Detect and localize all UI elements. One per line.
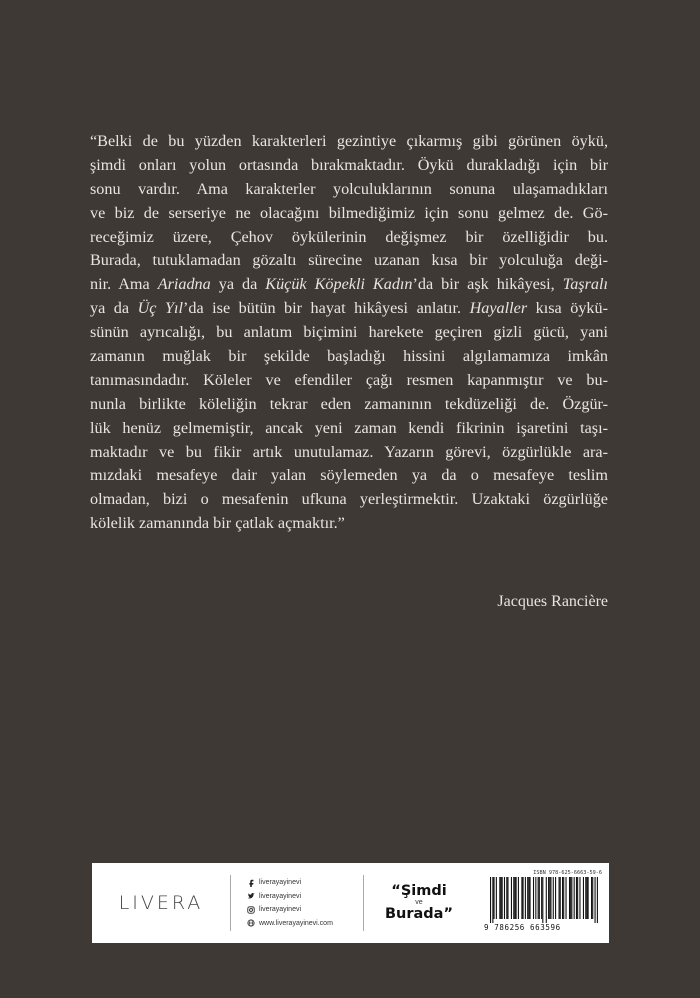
quote-text-run: ve biz de serseriye ne olacağını bilmediğimiz için sonu gelmez de. Gö- xyxy=(90,203,608,222)
barcode-bar xyxy=(529,877,530,919)
barcode-bar xyxy=(597,877,598,923)
quote-line xyxy=(90,130,608,154)
quote-line xyxy=(90,202,608,226)
barcode-bar xyxy=(560,877,561,919)
barcode-bar xyxy=(490,877,491,923)
book-title-line3: Burada” xyxy=(384,906,453,922)
barcode-bar xyxy=(555,877,556,919)
barcode-bar xyxy=(525,877,526,919)
book-title-line1: “Şimdi xyxy=(391,883,447,899)
quote-text-run: kısa öykü- xyxy=(527,299,609,318)
quote-text-run: mızdaki mesafeye dair yalan söylemeden ya da o mesafeye teslim xyxy=(90,466,608,485)
italic-title: Üç Yıl xyxy=(137,299,183,318)
barcode-bar xyxy=(550,877,551,919)
barcode-bar xyxy=(513,877,514,919)
quote-text-run: zamanın muğlak bir şekilde başladığı hissini algılamamıza imkân xyxy=(90,347,608,366)
quote-line xyxy=(90,178,608,202)
quote-text-run: ’da ise bütün bir hayat hikâyesi anlatır. xyxy=(182,299,470,318)
barcode-bar xyxy=(571,877,572,919)
publisher-strip xyxy=(92,863,609,943)
barcode-bar xyxy=(579,877,580,919)
barcode xyxy=(482,870,608,936)
barcode-bar xyxy=(546,877,547,923)
quote-text-run: nir. Ama xyxy=(90,275,158,294)
barcode-bar xyxy=(542,877,543,923)
barcode-bar xyxy=(588,877,589,919)
web-icon xyxy=(247,919,255,927)
barcode-bar xyxy=(595,877,596,923)
quote-line xyxy=(90,393,608,417)
barcode-bar xyxy=(527,877,528,919)
barcode-bar xyxy=(570,877,571,919)
barcode-bar xyxy=(585,877,586,919)
quote-text-run: tanımasındadır. Köleler ve efendiler çağı resmen kapanmıştır ve bu- xyxy=(90,370,608,389)
quote-text-run: maktadır ve bu fikir artık unutulamaz. Yazarın görevi, özgürlükle ara- xyxy=(90,442,608,461)
barcode-bar xyxy=(553,877,554,919)
quote-text-run: olmadan, bizi o mesafenin ufkuna yerleştirmektir. Uzaktaki özgürlüğe xyxy=(90,490,608,509)
quote-line xyxy=(90,369,608,393)
quote-line xyxy=(90,249,608,273)
quote-text-run: “Belki de bu yüzden karakterleri gezintiye çıkarmış gibi görünen öykü, xyxy=(90,132,608,150)
barcode-bar xyxy=(493,877,494,919)
barcode-bar xyxy=(549,877,550,919)
quote-text-run: şimdi onları yolun ortasında bırakmaktadır. Öykü durakladığı için bir xyxy=(90,155,608,174)
barcode-bar xyxy=(500,877,501,919)
barcode-bar xyxy=(535,877,536,919)
quote-text xyxy=(90,130,608,536)
italic-title: Ariadna xyxy=(157,275,211,294)
barcode-bars xyxy=(488,877,600,923)
social-twitter xyxy=(247,890,363,904)
quote-line xyxy=(90,297,608,321)
barcode-bar xyxy=(592,877,593,919)
book-title-mark xyxy=(364,884,474,922)
barcode-bar xyxy=(514,877,515,919)
barcode-bar xyxy=(492,877,493,923)
quote-text-run: ’da bir aşk hikâyesi, xyxy=(412,275,563,294)
barcode-bar xyxy=(506,877,507,919)
social-instagram xyxy=(247,903,363,917)
italic-title: Hayaller xyxy=(469,299,528,318)
italic-title: Taşralı xyxy=(562,275,608,294)
quote-text-run: nunla birlikte köleliğin tekrar eden zamanının tekdüzeliği de. Özgür- xyxy=(90,394,608,413)
barcode-bar xyxy=(565,877,566,919)
social-facebook xyxy=(247,876,363,890)
barcode-bar xyxy=(528,877,529,919)
isbn-label: ISBN 978-625-6663-59-6 xyxy=(533,870,602,876)
barcode-bar xyxy=(586,877,587,919)
instagram-icon xyxy=(247,906,255,914)
publisher-logo: LIVERA xyxy=(118,892,204,914)
facebook-icon xyxy=(247,879,255,887)
facebook-handle: liverayayinevi xyxy=(259,879,302,886)
barcode-bar xyxy=(502,877,503,919)
barcode-bar xyxy=(574,877,575,919)
barcode-bar xyxy=(504,877,505,919)
quote-line xyxy=(90,512,608,536)
barcode-bar xyxy=(548,877,549,919)
barcode-bar xyxy=(583,877,584,919)
quote-line xyxy=(90,417,608,441)
barcode-bar xyxy=(507,877,508,919)
social-links xyxy=(231,876,363,930)
barcode-bar xyxy=(577,877,578,919)
barcode-bar xyxy=(516,877,517,919)
quote-text-run: kölelik zamanında bir çatlak açmaktır.” xyxy=(90,514,345,533)
quote-line xyxy=(90,226,608,250)
barcode-bar xyxy=(538,877,539,919)
barcode-bar xyxy=(541,877,542,919)
quote-text-run: sonu vardır. Ama karakterler yolculuklarının sonuna ulaşamadıkları xyxy=(90,179,608,198)
barcode-bar xyxy=(576,877,577,919)
website-url: www.liverayayinevi.com xyxy=(259,919,333,927)
instagram-handle: liverayayinevi xyxy=(259,906,302,913)
barcode-bar xyxy=(521,877,522,919)
barcode-bar xyxy=(559,877,560,919)
quote-line xyxy=(90,441,608,465)
quote-line xyxy=(90,345,608,369)
barcode-bar xyxy=(539,877,540,919)
book-title-line2: ve xyxy=(415,899,423,906)
quote-text-run: receğimiz üzere, Çehov öykülerinin değişmez bir özelliğidir bu. xyxy=(90,227,608,246)
quote-line xyxy=(90,154,608,178)
twitter-icon xyxy=(247,892,255,900)
barcode-bar xyxy=(518,877,519,919)
quote-line xyxy=(90,321,608,345)
isbn-number: 9 786256 663596 xyxy=(484,923,561,932)
barcode-bar xyxy=(496,877,497,919)
barcode-bar xyxy=(523,877,524,919)
quote-text-run: ya da xyxy=(210,275,266,294)
barcode-bar xyxy=(562,877,563,919)
barcode-bar xyxy=(563,877,564,919)
quote-line xyxy=(90,464,608,488)
quote-text-run: lük henüz gelmemiştir, ancak yeni zaman kendi fikrinin işaretini taşı- xyxy=(90,418,608,437)
quote-text-run: Burada, tutuklamadan gözaltı sürecine uzanan kısa bir yolculuğa deği- xyxy=(90,251,608,270)
barcode-bar xyxy=(533,877,534,919)
quote-line xyxy=(90,488,608,512)
barcode-bar xyxy=(511,877,512,919)
social-web xyxy=(247,917,363,931)
italic-title: Küçük Köpekli Kadın xyxy=(265,275,413,294)
quote-line xyxy=(90,273,608,297)
barcode-bar xyxy=(569,877,570,919)
quote-text-run: ya da xyxy=(90,299,138,318)
quote-text-run: sünün ayrıcalığı, bu anlatım biçimini harekete geçiren gizli gücü, yani xyxy=(90,323,608,342)
twitter-handle: liverayayinevi xyxy=(259,892,302,900)
barcode-bar xyxy=(591,877,592,919)
barcode-bar xyxy=(499,877,500,919)
quote-author: Jacques Rancière xyxy=(497,593,608,610)
